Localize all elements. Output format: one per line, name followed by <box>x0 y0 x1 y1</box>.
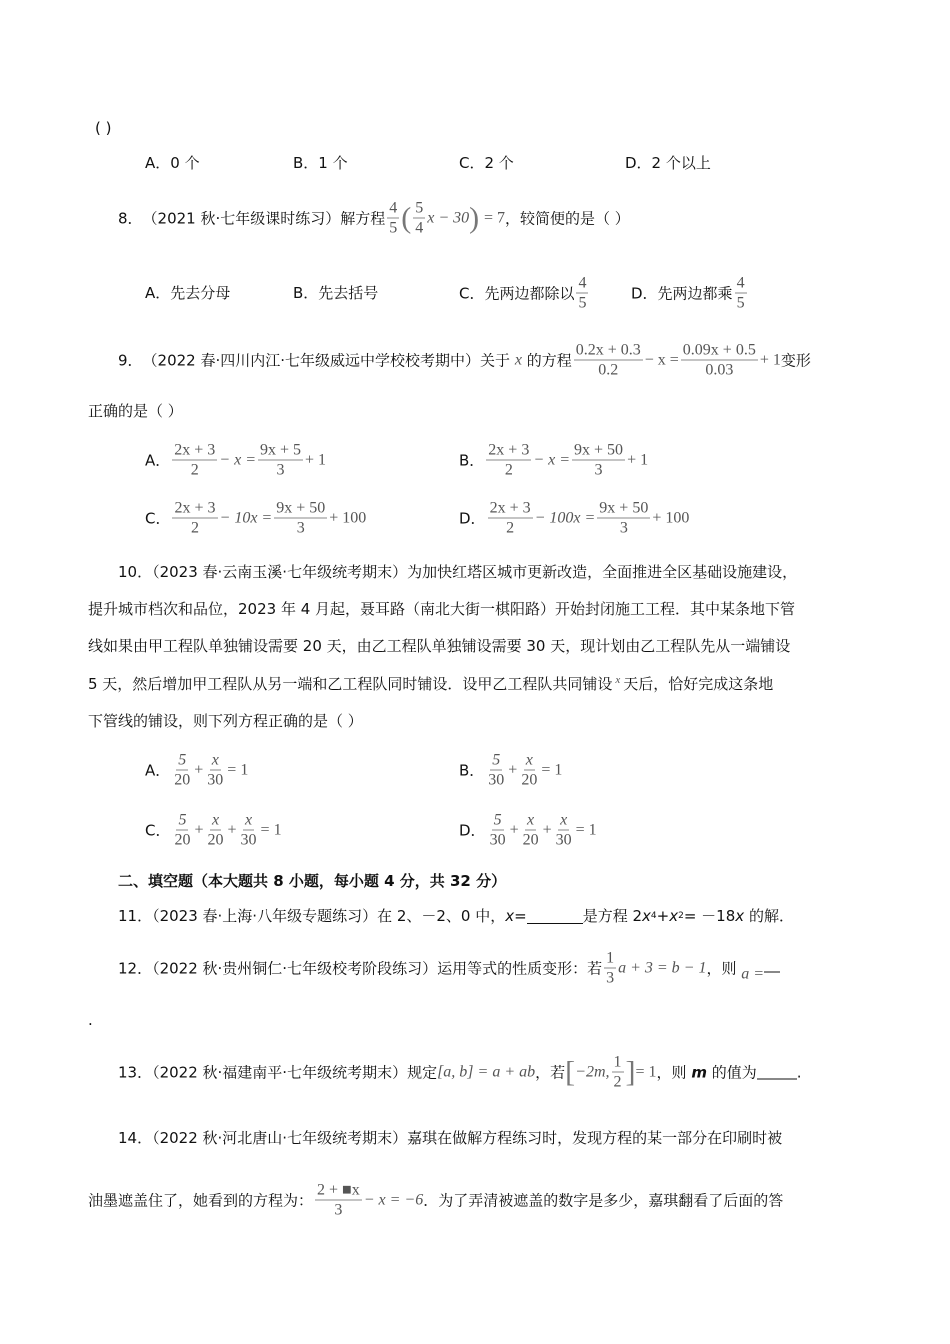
q9-option-d: D． $\frac{2x + 3}{2}$ − 100x = $\frac{9x + 50}{3}$ + 100 <box>459 499 690 537</box>
q14-line1: 14．（2022 秋·河北唐山·七年级统考期末）嘉琪在做解方程练习时，发现方程的某一部分在印刷时被 <box>118 1129 783 1147</box>
q9-stem-line2: 正确的是（ ） <box>88 402 183 420</box>
q10-option-c: C． $\frac{5}{20}$ + $\frac{x}{20}$ + $\frac{x}{30}$ = 1 <box>145 811 282 849</box>
q8-stem: 8． （2021 秋·七年级课时练习）解方程 $\frac{4}{5}$ ( $\frac{5}{4}$ x − 30 ) = 7 ，较简便的是（ ） <box>118 199 630 237</box>
q11: 11．（2023 春·上海·八年级专题练习）在 2、－2、0 中， x = 是方程 2 x 4 + x 2 = －18 x 的解． <box>118 907 794 925</box>
q7-option-d: D．2 个以上 <box>625 154 711 172</box>
q10-line: 5 天，然后增加甲工程队从另一端和乙工程队同时铺设．设甲乙工程队共同铺设 x 天后，恰好完成这条地 <box>88 674 774 693</box>
q9-option-a: A． $\frac{2x + 3}{2}$ − x = $\frac{9x + 5}{3}$ + 1 <box>145 441 327 479</box>
q13: 13．（2022 秋·福建南平·七年级统考期末）规定 [a, b] = a + ab ，若 [ −2m, $\frac{1}{2}$ ] = 1 ，则 m 的值为 . <box>118 1053 802 1091</box>
q9-option-c: C． $\frac{2x + 3}{2}$ − 10x = $\frac{9x + 50}{3}$ + 100 <box>145 499 367 537</box>
q8-option-c: C．先两边都除以 $\frac{4}{5}$ <box>459 274 587 312</box>
q7-option-c: C．2 个 <box>459 154 514 172</box>
section-heading: 二、填空题（本大题共 8 小题，每小题 4 分，共 32 分） <box>118 872 507 890</box>
q10-line: 提升城市档次和品位，2023 年 4 月起，聂耳路（南北大街一棋阳路）开始封闭施工工程．其中某条地下管 <box>88 600 796 618</box>
q9-stem: 9． （2022 春·四川内江·七年级威远中学校校考期中）关于 x 的方程 $\frac{0.2x + 0.3}{0.2}$ − x = $\frac{0.09x + 0.5}{0.03}$ + 1 变形 <box>118 341 811 379</box>
q8-option-b: B．先去括号 <box>293 284 379 302</box>
q7-option-b: B．1 个 <box>293 154 348 172</box>
q12: 12．（2022 秋·贵州铜仁·七年级校考阶段练习）运用等式的性质变形：若 $\frac{1}{3}$ a + 3 = b − 1 ，则 a = <box>118 949 780 988</box>
q8-option-a: A．先去分母 <box>145 284 231 302</box>
q8-frac-outer: $\frac{4}{5}$ <box>389 199 398 237</box>
q8-frac-inner: $\frac{5}{4}$ <box>415 199 424 237</box>
q10-line: 10．（2023 春·云南玉溪·七年级统考期末）为加快红塔区城市更新改造，全面推进全区基础设施建设， <box>118 563 798 581</box>
q9-option-b: B． $\frac{2x + 3}{2}$ − x = $\frac{9x + 50}{3}$ + 1 <box>459 441 649 479</box>
q12-period: . <box>88 1011 93 1029</box>
q10-line: 线如果由甲工程队单独铺设需要 20 天，由乙工程队单独铺设需要 30 天，现计划由乙工程队先从一端铺设 <box>88 637 791 655</box>
q10-option-d: D． $\frac{5}{30}$ + $\frac{x}{20}$ + $\frac{x}{30}$ = 1 <box>459 811 597 849</box>
q7-answer-paren: ( ) <box>95 119 112 137</box>
q7-option-a: A．0 个 <box>145 154 200 172</box>
q10-option-b: B． $\frac{5}{30}$ + $\frac{x}{20}$ = 1 <box>459 751 563 789</box>
q8-option-d: D．先两边都乘 $\frac{4}{5}$ <box>631 274 745 312</box>
q10-option-a: A． $\frac{5}{20}$ + $\frac{x}{30}$ = 1 <box>145 751 249 789</box>
q14-line2: 油墨遮盖住了，她看到的方程为： $\frac{2 + ■x}{3}$ − x = −6 ．为了弄清被遮盖的数字是多少，嘉琪翻看了后面的答 <box>88 1181 784 1219</box>
q10-line: 下管线的铺设，则下列方程正确的是（ ） <box>88 712 363 730</box>
